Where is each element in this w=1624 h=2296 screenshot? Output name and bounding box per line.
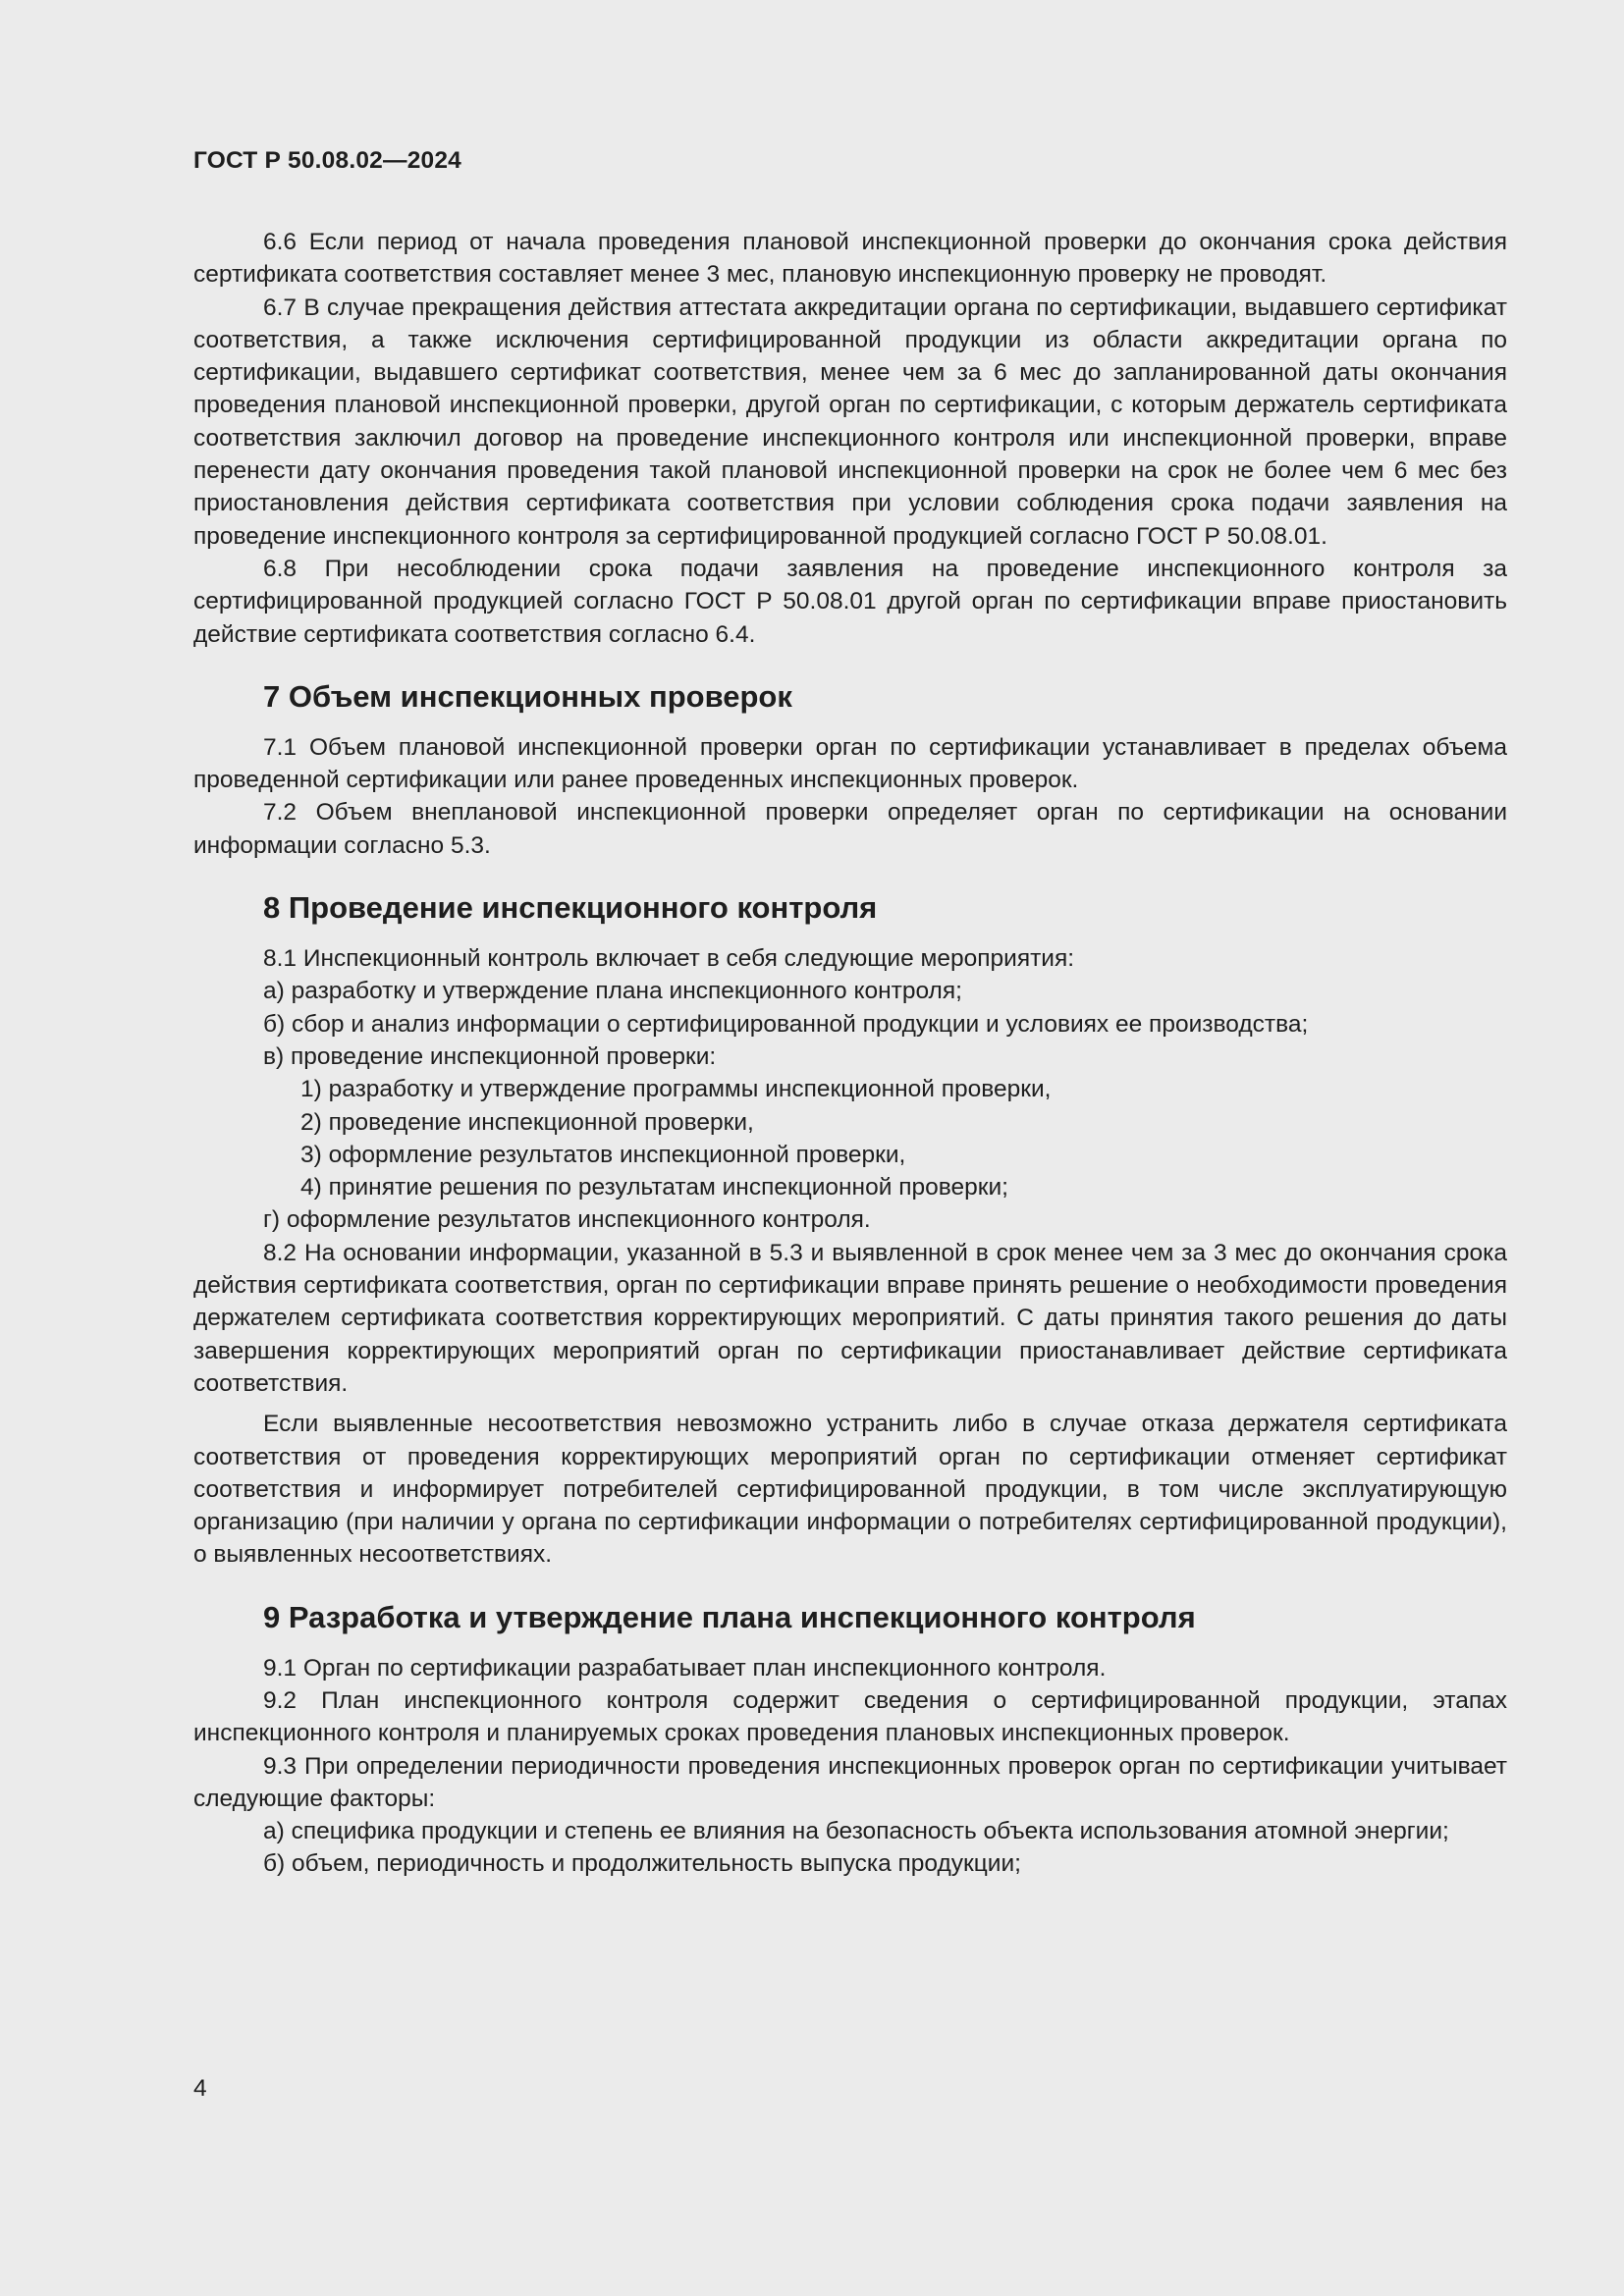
list-item-a: а) разработку и утверждение плана инспекционного контроля; xyxy=(263,978,962,1005)
page-number: 4 xyxy=(193,2075,207,2102)
sublist-item-2: 2) проведение инспекционной проверки, xyxy=(300,1108,754,1136)
paragraph-7-1: 7.1 Объем плановой инспекционной проверки орган по сертификации устанавливает в пределах объема проведенной сертификации или ранее проведенных инспекционных проверок. xyxy=(193,733,1507,794)
list-item-b: б) сбор и анализ информации о сертифицированной продукции и условиях ее производства; xyxy=(263,1010,1309,1038)
list-item-v: в) проведение инспекционной проверки: xyxy=(263,1042,717,1070)
sublist-item-4: 4) принятие решения по результатам инспекционной проверки; xyxy=(300,1174,1008,1201)
paragraph-9-2: 9.2 План инспекционного контроля содержит сведения о сертифицированной продукции, этапах инспекционного контроля и планируемых сроках проведения плановых инспекционных проверок. xyxy=(193,1686,1507,1747)
paragraph-9-1: 9.1 Орган по сертификации разрабатывает план инспекционного контроля. xyxy=(263,1654,1107,1682)
paragraph-8-2-continued: Если выявленные несоответствия невозможно устранить либо в случае отказа держателя сертификата соответствия от проведения корректирующих мероприятий орган по сертификации отменяет сертификат соответствия и информирует потребителей сертифицированной продукции, в том числе эксплуатирующую организацию (при наличии у органа по сертификации информации о потребителях сертифицированной продукции), о выявленных несоответствиях. xyxy=(193,1411,1507,1569)
sublist-item-3: 3) оформление результатов инспекционной проверки, xyxy=(300,1141,906,1168)
sublist-item-1: 1) разработку и утверждение программы инспекционной проверки, xyxy=(300,1076,1052,1103)
paragraph-6-8: 6.8 При несоблюдении срока подачи заявления на проведение инспекционного контроля за сертифицированной продукцией согласно ГОСТ Р 50.08.01 другой орган по сертификации вправе приостановить действие сертификата соответствия согласно 6.4. xyxy=(193,555,1507,648)
paragraph-9-3: 9.3 При определении периодичности проведения инспекционных проверок орган по сертификации учитывает следующие факторы: xyxy=(193,1752,1507,1812)
section-9-heading: 9 Разработка и утверждение плана инспекционного контроля xyxy=(263,1599,1196,1634)
paragraph-6-6: 6.6 Если период от начала проведения плановой инспекционной проверки до окончания срока действия сертификата соответствия составляет менее 3 мес, плановую инспекционную проверку не проводят. xyxy=(193,229,1507,289)
paragraph-8-2: 8.2 На основании информации, указанной в 5.3 и выявленной в срок менее чем за 3 мес до окончания срока действия сертификата соответствия, орган по сертификации вправе принять решение о необходимости проведения держателем сертификата соответствия корректирующих мероприятий. С даты принятия такого решения до даты завершения корректирующих мероприятий орган по сертификации приостанавливает действие сертификата соответствия. xyxy=(193,1239,1507,1397)
list-item-g: г) оформление результатов инспекционного контроля. xyxy=(263,1206,871,1234)
page-body xyxy=(193,226,1507,1881)
paragraph-6-7: 6.7 В случае прекращения действия аттестата аккредитации органа по сертификации, выдавшего сертификат соответствия, а также исключения сертифицированной продукции из области аккредитации органа по сертификации, выдавшего сертификат соответствия, менее чем за 6 мес до запланированной даты окончания проведения плановой инспекционной проверки, другой орган по сертификации, с которым держатель сертификата соответствия заключил договор на проведение инспекционного контроля или инспекционной проверки, вправе перенести дату окончания проведения такой плановой инспекционной проверки на срок не более чем 6 мес без приостановления действия сертификата соответствия при условии соблюдения срока подачи заявления на проведение инспекционного контроля за сертифицированной продукцией согласно ГОСТ Р 50.08.01. xyxy=(193,294,1507,550)
document-code: ГОСТ Р 50.08.02—2024 xyxy=(193,147,461,174)
list-item-9-b: б) объем, периодичность и продолжительность выпуска продукции; xyxy=(263,1850,1021,1878)
section-7-heading: 7 Объем инспекционных проверок xyxy=(263,678,792,714)
list-item-9-a: а) специфика продукции и степень ее влияния на безопасность объекта использования атомной энергии; xyxy=(263,1818,1449,1845)
section-8-heading: 8 Проведение инспекционного контроля xyxy=(263,890,878,926)
paragraph-8-1: 8.1 Инспекционный контроль включает в себя следующие мероприятия: xyxy=(263,945,1075,973)
paragraph-7-2: 7.2 Объем внеплановой инспекционной проверки определяет орган по сертификации на основании информации согласно 5.3. xyxy=(193,799,1507,859)
